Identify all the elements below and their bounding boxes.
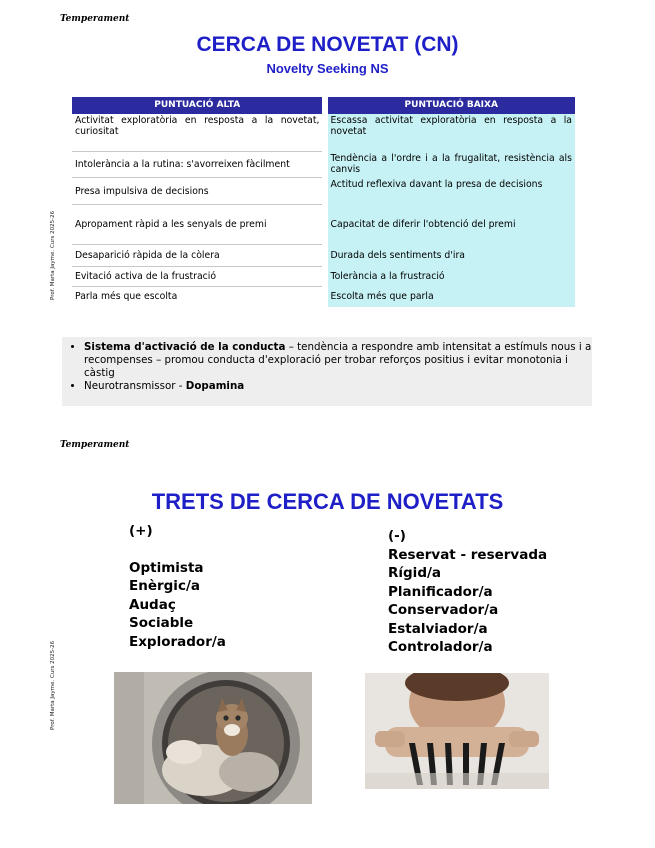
- cell-high: Evitació activa de la frustració: [72, 267, 322, 287]
- cell-high: Parla més que escolta: [75, 291, 178, 303]
- page-title: CERCA DE NOVETAT (CN): [196, 33, 459, 56]
- temperament-tag: Temperament: [60, 14, 130, 24]
- trait-item: Rígid/a: [388, 565, 442, 581]
- trait-item: Explorador/a: [129, 633, 226, 650]
- cell-low: Durada dels sentiments d'ira: [328, 245, 576, 267]
- trait-item: Controlador/a: [388, 639, 493, 655]
- pencils-person-photo: [365, 673, 549, 789]
- trait-item: Estalviador/a: [388, 620, 488, 637]
- trait-item: Sociable: [129, 615, 194, 631]
- cell-low: Escassa activitat exploratòria en resposta a la novetat: [328, 114, 576, 152]
- trait-item: Reservat - reservada: [388, 546, 548, 563]
- side-note-2: Prof. Marta Jayme. Curs 2025-26: [50, 640, 56, 730]
- page-subtitle: Novelty Seeking NS: [266, 61, 389, 76]
- cell-high: Apropament ràpid a les senyals de premi: [72, 205, 322, 245]
- side-note: Prof. Marta Jayme. Curs 2025-26: [50, 210, 56, 300]
- bullet-box: [62, 337, 592, 406]
- cell-high: Presa impulsiva de decisions: [72, 178, 322, 205]
- trait-item: Enèrgic/a: [129, 578, 200, 594]
- cell-high: Intolerància a la rutina: s'avorreixen fàcilment: [72, 152, 322, 178]
- trait-item: Conservador/a: [388, 602, 499, 618]
- positive-traits: [129, 522, 226, 651]
- cat-washing-machine-photo: [114, 672, 312, 804]
- negative-traits: [388, 527, 547, 657]
- positive-label: (+): [129, 523, 153, 539]
- cell-low: Tendència a l'ordre i a la frugalitat, resistència als canvis: [328, 152, 576, 178]
- cell-high: Desaparició ràpida de la còlera: [72, 245, 322, 267]
- cell-low: Capacitat de diferir l'obtenció del premi: [328, 205, 576, 245]
- novelty-table: [72, 97, 575, 307]
- negative-label: (-): [388, 528, 406, 544]
- header-high: PUNTUACIÓ ALTA: [72, 97, 322, 114]
- traits-title: TRETS DE CERCA DE NOVETATS: [151, 489, 504, 514]
- cell-low: Escolta més que parla: [328, 287, 576, 307]
- cell-low: Tolerància a la frustració: [328, 267, 576, 287]
- bullet-item: • Neurotransmissor - Dopamina: [84, 380, 592, 393]
- cell-low: Actitud reflexiva davant la presa de decisions: [328, 178, 576, 205]
- trait-item: Audaç: [129, 596, 176, 613]
- bullet-item: • Sistema d'activació de la conducta – tendència a respondre amb intensitat a estímuls nous i a recompenses – promou conducta d'exploració per trobar reforços positius i evitar monotonia i càstig: [84, 341, 592, 380]
- trait-item: Optimista: [129, 559, 204, 576]
- cell-high: Activitat exploratòria en resposta a la novetat, curiositat: [72, 114, 322, 152]
- trait-item: Planificador/a: [388, 583, 493, 600]
- header-low: PUNTUACIÓ BAIXA: [328, 97, 576, 114]
- temperament-tag-2: Temperament: [60, 440, 130, 450]
